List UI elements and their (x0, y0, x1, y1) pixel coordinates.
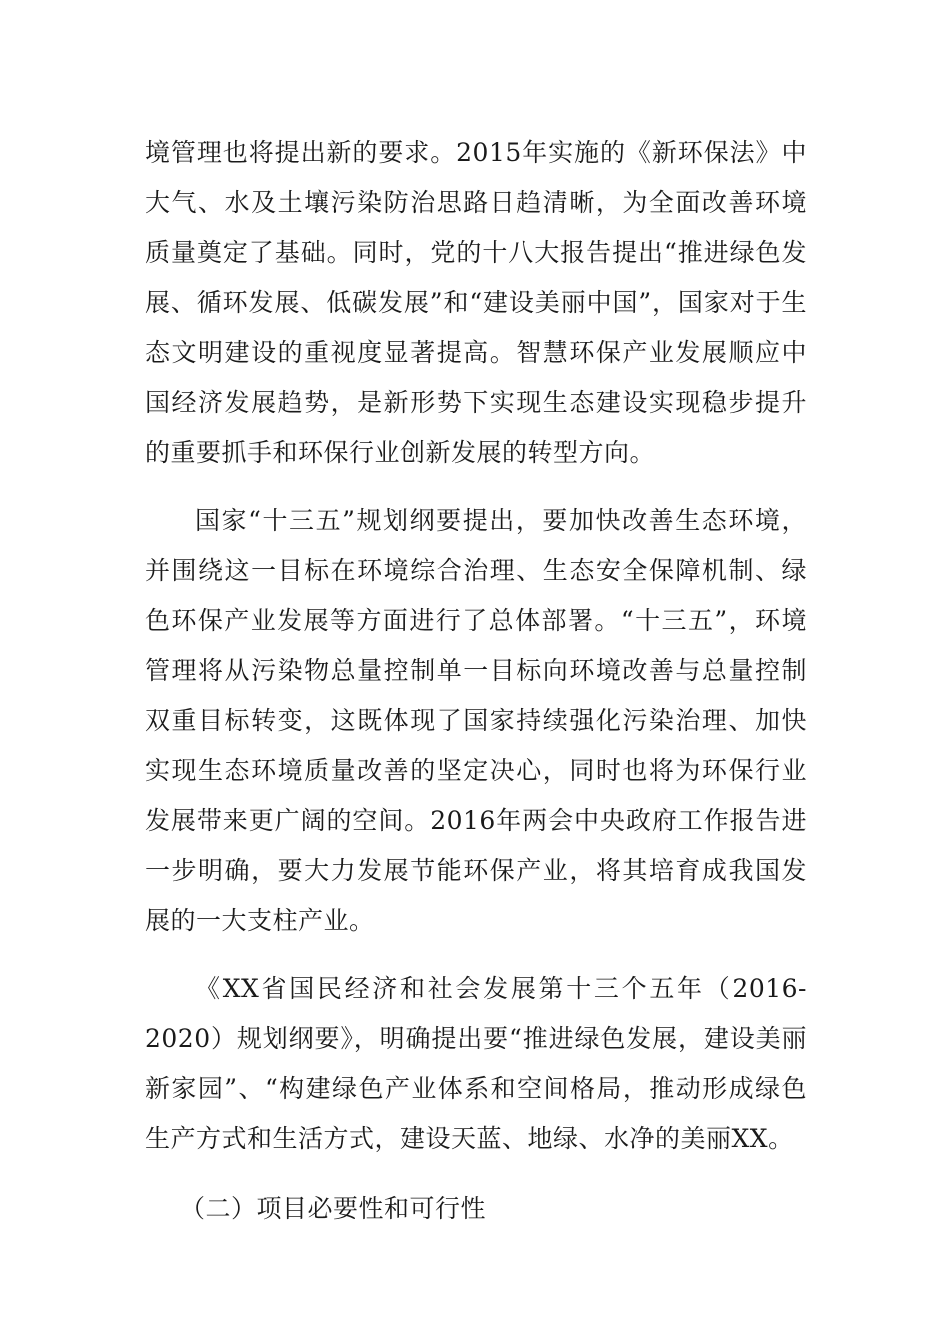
section-heading: （二）项目必要性和可行性 (180, 1194, 487, 1223)
paragraph-national-plan: 国家“十三五”规划纲要提出，要加快改善生态环境，并围绕这一目标在环境综合治理、生态安全保障机制、绿色环保产业发展等方面进行了总体部署。“十三五”，环境管理将从污染物总量控制单一目标向环境改善与总量控制双重目标转变，这既体现了国家持续强化污染治理、加快实现生态环境质量改善的坚定决心，同时也将为环保行业发展带来更广阔的空间。2016年两会中央政府工作报告进一步明确，要大力发展节能环保产业，将其培育成我国发展的一大支柱产业。 (145, 506, 807, 935)
paragraph-provincial-plan: 《XX省国民经济和社会发展第十三个五年（2016-2020）规划纲要》，明确提出要“推进绿色发展，建设美丽新家园”、“构建绿色产业体系和空间格局，推动形成绿色生产方式和生活方式，建设天蓝、地绿、水净的美丽XX。 (145, 974, 807, 1153)
document-page (145, 128, 807, 1234)
paragraph-continued: 境管理也将提出新的要求。2015年实施的《新环保法》中大气、水及土壤污染防治思路日趋清晰，为全面改善环境质量奠定了基础。同时，党的十八大报告提出“推进绿色发展、循环发展、低碳发展”和“建设美丽中国”，国家对于生态文明建设的重视度显著提高。智慧环保产业发展顺应中国经济发展趋势，是新形势下实现生态建设实现稳步提升的重要抓手和环保行业创新发展的转型方向。 (145, 138, 807, 467)
